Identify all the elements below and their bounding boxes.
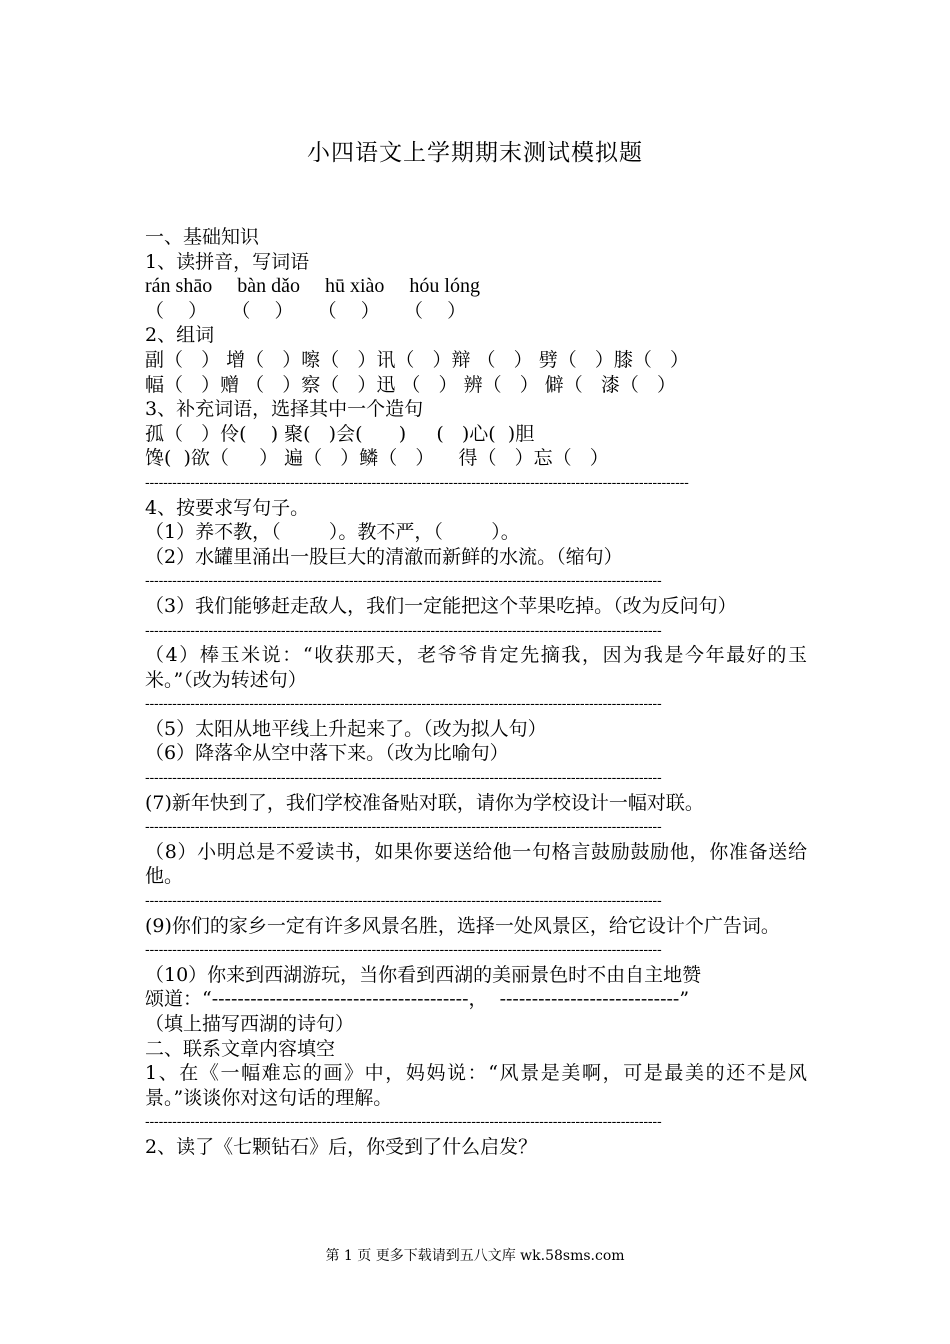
sentence-item: （1）养不教，（ ）。教不严，（ ）。 xyxy=(145,521,520,544)
answer-dash-line: ------------------------------------------------------------------------------------------------------------------ xyxy=(145,893,662,910)
answer-dash-line: ------------------------------------------------------------------------------------------------------------------ xyxy=(145,573,662,590)
pinyin-line: rán shāo bàn dǎo hū xiào hóu lóng xyxy=(145,275,480,298)
idiom-row: 馋( )欲（ ） 遍（ ）鳞（ ） 得（ ）忘（ ） xyxy=(145,447,609,470)
sentence-item: 颂道：“----------------------------------------， ----------------------------” xyxy=(145,988,690,1011)
answer-dash-line: ------------------------------------------------------------------------------------------------------------------ xyxy=(145,1114,662,1131)
sentence-item: （10）你来到西湖游玩，当你看到西湖的美丽景色时不由自主地赞 xyxy=(145,963,702,986)
question-heading: 2、读了《七颗钻石》后，你受到了什么启发？ xyxy=(145,1135,538,1158)
question-heading: 1、在《一幅难忘的画》中，妈妈说：“风景是美啊，可是最美的还不是风景。”谈谈你对这句话的理解。 xyxy=(145,1062,807,1109)
question-heading: 1、读拼音，写词语 xyxy=(145,250,310,273)
section-heading: 二、联系文章内容填空 xyxy=(145,1037,336,1060)
idiom-row: 孤（ ）伶( ) 聚( )会( ) ( )心( )胆 xyxy=(145,422,535,445)
question-heading: 2、组词 xyxy=(145,324,215,347)
sentence-item: (7)新年快到了，我们学校准备贴对联，请你为学校设计一幅对联。 xyxy=(145,791,704,814)
answer-dash-line: ------------------------------------------------------------------------------------------------------------------ xyxy=(145,770,662,787)
word-group-row: 副（ ） 增（ ）嚓（ ）讯（ ）辩 （ ） 劈（ ）膝（ ） xyxy=(145,348,689,371)
sentence-item: （8）小明总是不爱读书，如果你要送给他一句格言鼓励鼓励他，你准备送给他。 xyxy=(145,840,807,888)
page-title: 小四语文上学期期末测试模拟题 xyxy=(307,140,643,166)
sentence-item: （3）我们能够赶走敌人，我们一定能把这个苹果吃掉。（改为反问句） xyxy=(145,594,737,617)
document-body xyxy=(145,225,807,1160)
question-heading: 3、补充词语，选择其中一个造句 xyxy=(145,398,424,421)
answer-dash-line: ------------------------------------------------------------------------------------------------------------------------ xyxy=(145,474,689,491)
answer-dash-line: ------------------------------------------------------------------------------------------------------------------ xyxy=(145,696,662,713)
answer-dash-line: ------------------------------------------------------------------------------------------------------------------ xyxy=(145,819,662,836)
word-group-row: 幅（ ）赠 （ ）察（ ）迅 （ ） 辨（ ） 僻（ 漆（ ） xyxy=(145,373,676,396)
answer-dash-line: ------------------------------------------------------------------------------------------------------------------ xyxy=(145,622,662,639)
sentence-item: （4）棒玉米说：“收获那天，老爷爷肯定先摘我，因为我是今年最好的玉米。”（改为转述句） xyxy=(145,644,807,691)
sentence-item: （2）水罐里涌出一股巨大的清澈而新鲜的水流。（缩句） xyxy=(145,545,623,568)
question-heading: 4、按要求写句子。 xyxy=(145,496,310,519)
section-heading: 一、基础知识 xyxy=(145,226,260,248)
sentence-item: （5）太阳从地平线上升起来了。（改为拟人句） xyxy=(145,717,547,740)
answer-dash-line: ------------------------------------------------------------------------------------------------------------------ xyxy=(145,942,662,959)
sentence-item: （6）降落伞从空中落下来。（改为比喻句） xyxy=(145,742,509,765)
sentence-item: （填上描写西湖的诗句） xyxy=(145,1013,355,1035)
page-footer: 第 1 页 更多下载请到五八文库 wk.58sms.com xyxy=(325,1248,625,1264)
sentence-item: (9)你们的家乡一定有许多风景名胜，选择一处风景区，给它设计个广告词。 xyxy=(145,914,780,937)
answer-brackets: （ ） （ ） （ ） （ ） xyxy=(145,299,467,322)
